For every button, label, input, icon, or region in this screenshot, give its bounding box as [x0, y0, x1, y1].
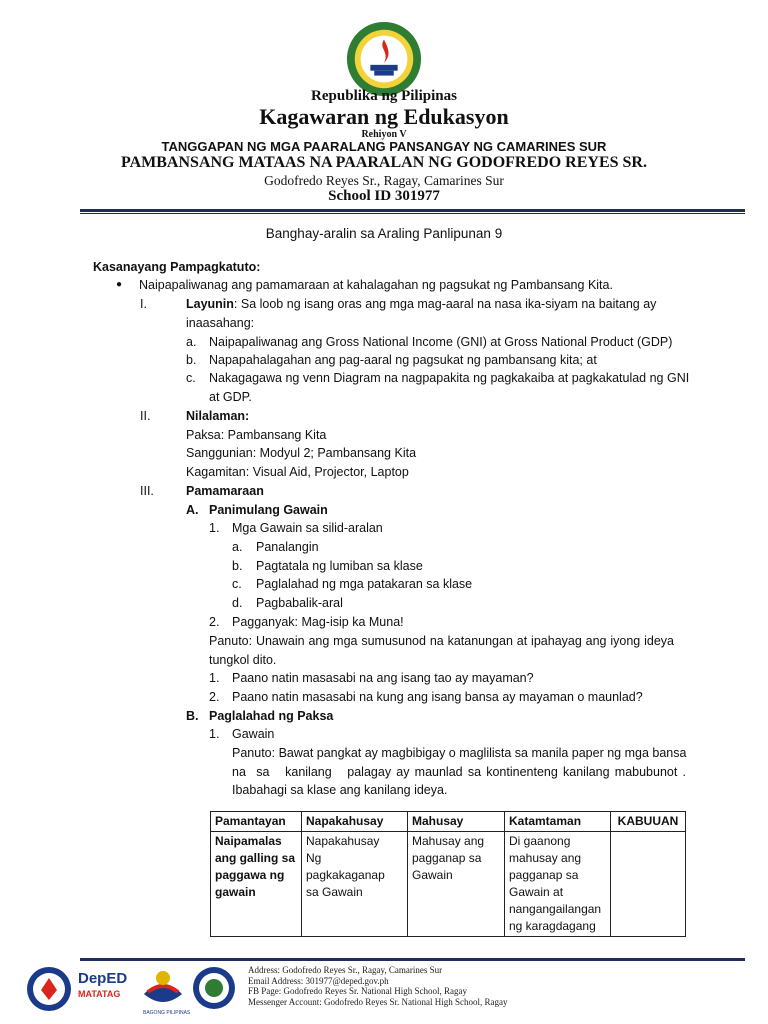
- objective-text-cont: at GDP.: [209, 390, 252, 404]
- activity-text: Pagbabalik-aral: [256, 596, 343, 610]
- question-num: 2.: [209, 690, 220, 704]
- section1-intro-cont: inaasahang:: [186, 316, 255, 330]
- partA-panuto-cont: tungkol dito.: [209, 653, 277, 667]
- partA-item2-text: Pagganyak: Mag-isip ka Muna!: [232, 615, 404, 629]
- paksa-text: Paksa: Pambansang Kita: [186, 428, 327, 442]
- bagong-pilipinas-logo: [140, 964, 186, 1014]
- rubric-header: Katamtaman: [505, 812, 611, 832]
- partA-panuto: Panuto: Unawain ang mga sumusunod na katanungan at ipahayag ang iyong ideya: [209, 634, 674, 648]
- activity-letter: b.: [232, 559, 243, 573]
- header-divider-thin: [80, 213, 745, 214]
- partA-item2-num: 2.: [209, 615, 220, 629]
- section1-numeral: I.: [140, 297, 147, 311]
- rubric-mahusay-cell: [408, 832, 505, 937]
- rubric-cell-line: ang galling sa: [215, 851, 296, 865]
- partB-panuto: Panuto: Bawat pangkat ay magbibigay o maglilista sa manila paper ng mga bansa: [232, 746, 687, 760]
- rubric-cell-line: pagganap sa: [509, 868, 579, 882]
- rubric-cell-line: pagganap sa: [412, 851, 482, 865]
- section1-title: Layunin: [186, 297, 234, 311]
- section2-numeral: II.: [140, 409, 151, 423]
- partB-item1-text: Gawain: [232, 727, 275, 741]
- deped-matatag-logo: [78, 970, 133, 1010]
- header-divider: [80, 209, 745, 212]
- question-num: 1.: [209, 671, 220, 685]
- partA-title: Panimulang Gawain: [209, 503, 328, 517]
- partB-letter: B.: [186, 709, 199, 723]
- rubric-napakahusay-cell: [302, 832, 408, 937]
- rubric-header: Mahusay: [408, 812, 505, 832]
- activity-text: Pagtatala ng lumiban sa klase: [256, 559, 423, 573]
- activity-letter: c.: [232, 577, 242, 591]
- rubric-katamtaman-cell: [505, 832, 611, 937]
- competency-label: Kasanayang Pampagkatuto:: [93, 260, 261, 274]
- bagong-pilipinas-text: BAGONG PILIPINAS: [143, 1010, 191, 1016]
- rubric-cell-line: gawain: [215, 885, 256, 899]
- header-school-id: School ID 301977: [328, 188, 440, 204]
- rubric-kabuuan-cell: [611, 832, 686, 937]
- rubric-cell-line: Napakahusay: [306, 834, 380, 848]
- question-text: Paano natin masasabi na ang isang tao ay mayaman?: [232, 671, 534, 685]
- rubric-cell-line: sa Gawain: [306, 885, 363, 899]
- footer-messenger: Messenger Account: Godofredo Reyes Sr. National High School, Ragay: [248, 996, 508, 1007]
- rubric-cell-line: paggawa ng: [215, 868, 285, 882]
- partA-item1-num: 1.: [209, 521, 220, 535]
- question-text: Paano natin masasabi na kung ang isang bansa ay mayaman o maunlad?: [232, 690, 643, 704]
- partA-letter: A.: [186, 503, 199, 517]
- rubric-cell-line: Naipamalas: [215, 834, 282, 848]
- partA-item1-text: Mga Gawain sa silid-aralan: [232, 521, 383, 535]
- school-seal-logo: [192, 966, 236, 1010]
- rubric-cell-line: Mahusay ang: [412, 834, 485, 848]
- footer-fb: FB Page: Godofredo Reyes Sr. National High School, Ragay: [248, 986, 467, 996]
- objective-text: Napapahalagahan ang pag-aaral ng pagsukat ng pambansang kita; at: [209, 353, 597, 367]
- partB-item1-num: 1.: [209, 727, 220, 741]
- rubric-header-row: [211, 812, 686, 832]
- rubric-header: Pamantayan: [211, 812, 302, 832]
- partB-panuto-end: Ibabahagi sa klase ang kanilang ideya.: [232, 783, 448, 797]
- header-school-name: PAMBANSANG MATAAS NA PAARALAN NG GODOFREDO REYES SR.: [121, 154, 647, 171]
- objective-letter: b.: [186, 353, 197, 367]
- deped-seal-logo: [345, 20, 423, 98]
- objective-text: Naipapaliwanag ang Gross National Income (GNI) at Gross National Product (GDP): [209, 335, 673, 349]
- matatag-logo-text: MATATAG: [78, 989, 121, 999]
- rubric-cell-line: ng karagdagang: [509, 919, 596, 933]
- rubric-table: [210, 811, 686, 937]
- partB-title: Paglalahad ng Paksa: [209, 709, 334, 723]
- rubric-header: Napakahusay: [302, 812, 408, 832]
- activity-text: Paglalahad ng mga patakaran sa klase: [256, 577, 473, 591]
- rubric-header: KABUUAN: [611, 812, 686, 832]
- footer-email: Email Address: 301977@deped.gov.ph: [248, 975, 389, 986]
- competency-text: Naipapaliwanag ang pamamaraan at kahalagahan ng pagsukat ng Pambansang Kita.: [139, 278, 613, 292]
- deped-logo-text: DepED: [78, 970, 128, 987]
- header-address: Godofredo Reyes Sr., Ragay, Camarines Sur: [264, 173, 504, 188]
- header-region: Rehiyon V: [361, 129, 407, 140]
- section2-title: Nilalaman:: [186, 409, 250, 423]
- header-department: Kagawaran ng Edukasyon: [259, 104, 509, 129]
- deped-seal-footer-logo: [26, 966, 72, 1012]
- header-republic: Republika ng Pilipinas: [311, 88, 457, 104]
- rubric-cell-line: Ng pagkakaganap: [306, 851, 385, 882]
- rubric-criterion-cell: [211, 832, 302, 937]
- partB-panuto-cont: na sa kanilang palagay ay maunlad sa kontinenteng kanilang mabubunot .: [232, 765, 686, 779]
- document-title: Banghay-aralin sa Araling Panlipunan 9: [265, 226, 503, 241]
- section3-numeral: III.: [140, 484, 154, 498]
- footer-divider: [80, 958, 745, 961]
- section3-title: Pamamaraan: [186, 484, 264, 498]
- rubric-cell-line: Gawain: [412, 868, 453, 882]
- rubric-cell-line: mahusay ang: [509, 851, 582, 865]
- rubric-row: [211, 832, 686, 937]
- rubric-cell-line: Di gaanong: [509, 834, 571, 848]
- sanggunian-text: Sanggunian: Modyul 2; Pambansang Kita: [186, 446, 417, 460]
- objective-text: Nakagagawa ng venn Diagram na nagpapakita ng pagkakaiba at pagkakatulad ng GNI: [209, 371, 690, 385]
- rubric-cell-line: nangangailangan: [509, 902, 602, 916]
- activity-letter: d.: [232, 596, 243, 610]
- objective-letter: c.: [186, 371, 196, 385]
- footer-address: Address: Godofredo Reyes Sr., Ragay, Camarines Sur: [248, 965, 443, 975]
- objective-letter: a.: [186, 335, 197, 349]
- activity-letter: a.: [232, 540, 243, 554]
- rubric-cell-line: Gawain at: [509, 885, 564, 899]
- activity-text: Panalangin: [256, 540, 319, 554]
- kagamitan-text: Kagamitan: Visual Aid, Projector, Laptop: [186, 465, 409, 479]
- header-division-office: TANGGAPAN NG MGA PAARALANG PANSANGAY NG CAMARINES SUR: [161, 139, 607, 154]
- section1-intro-text: : Sa loob ng isang oras ang mga mag-aaral na nasa ika-siyam na baitang ay: [233, 297, 657, 311]
- bullet-icon: ●: [116, 279, 123, 290]
- section1-intro: [186, 296, 674, 313]
